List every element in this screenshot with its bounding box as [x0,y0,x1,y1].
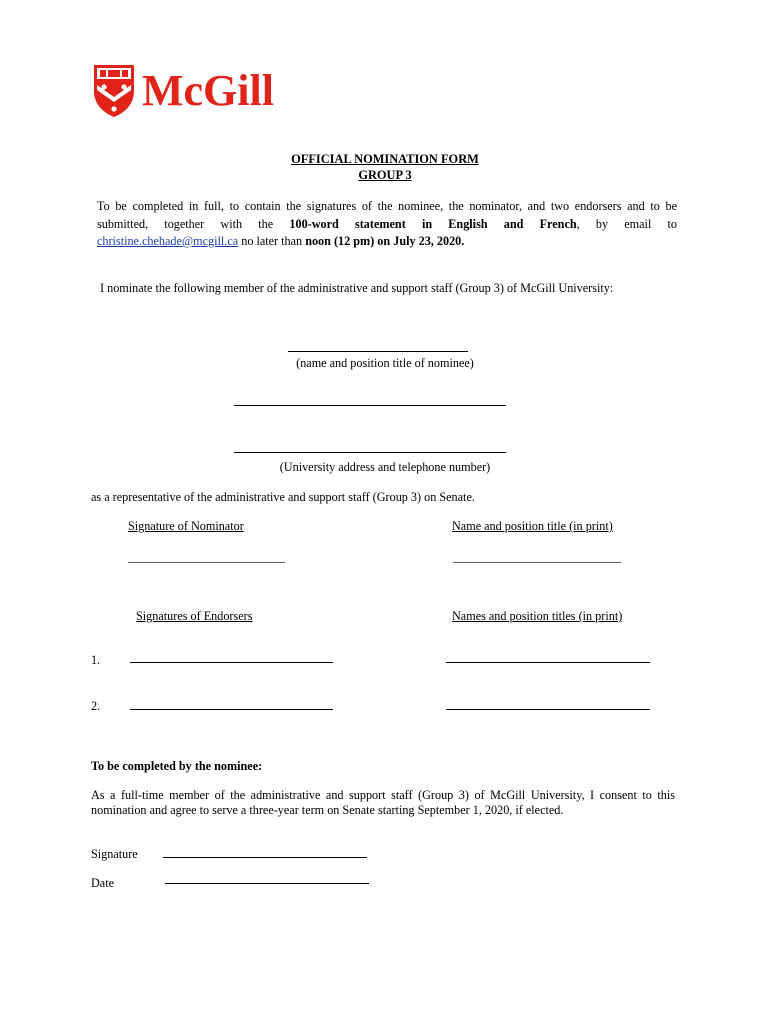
nominee-label: (name and position title of nominee) [296,356,474,370]
form-subtitle: GROUP 3 [358,168,412,182]
endorser-2-name-line[interactable] [446,709,650,710]
consent-line-1: As a full-time member of the administrative and support staff (Group 3) of McGill University, I consent to this [91,788,675,802]
intro-line-3 [97,233,677,251]
logo-wordmark: McGill [142,66,274,115]
consent-line-2: nomination and agree to serve a three-year term on Senate starting September 1, 2020, if elected. [91,803,564,817]
endorser-2-signature-line[interactable] [130,709,333,710]
intro-paragraph [97,198,677,251]
mcgill-logo [92,63,314,119]
intro-line-2-post: , by email to [576,216,677,231]
intro-line-2-pre: submitted, together with the [97,216,290,231]
endorser-row-1-number: 1. [91,653,101,667]
address-label: (University address and telephone number) [279,460,491,474]
deadline-text: noon (12 pm) on July 23, 2020. [305,234,465,248]
nominator-name-label: Name and position title (in print) [452,519,613,533]
nominator-signature-label: Signature of Nominator [128,519,244,533]
endorsers-signature-label: Signatures of Endorsers [136,609,253,623]
endorsers-name-label: Names and position titles (in print) [452,609,623,623]
representative-statement: as a representative of the administrative and support staff (Group 3) on Senate. [91,490,475,504]
nominee-date-line[interactable] [165,883,369,884]
statement-requirement: 100-word statement in English and French [289,216,577,231]
intro-line-2 [97,216,677,234]
nominee-name-line[interactable] [288,351,468,352]
nominator-name-field[interactable]: ______________________________ [453,550,621,564]
form-title: OFFICIAL NOMINATION FORM [291,152,479,166]
address-line-2[interactable] [234,452,506,453]
email-link[interactable]: christine.chehade@mcgill.ca [97,234,239,248]
nominee-date-label: Date [91,876,115,890]
address-line-1[interactable] [234,405,506,406]
endorser-1-signature-line[interactable] [130,662,333,663]
nominee-signature-label: Signature [91,847,138,861]
nominee-signature-line[interactable] [163,857,367,858]
intro-line-3-mid: no later than [238,234,306,248]
nominee-section-heading: To be completed by the nominee: [91,759,263,773]
nominator-signature-field[interactable]: ____________________________ [128,550,285,564]
endorser-row-2-number: 2. [91,699,101,713]
nominate-statement: I nominate the following member of the administrative and support staff (Group 3) of McGill University: [100,281,614,295]
intro-line-1: To be completed in full, to contain the signatures of the nominee, the nominator, and two endorsers and to be [97,199,677,213]
mcgill-crest-icon [92,63,314,119]
endorser-1-name-line[interactable] [446,662,650,663]
